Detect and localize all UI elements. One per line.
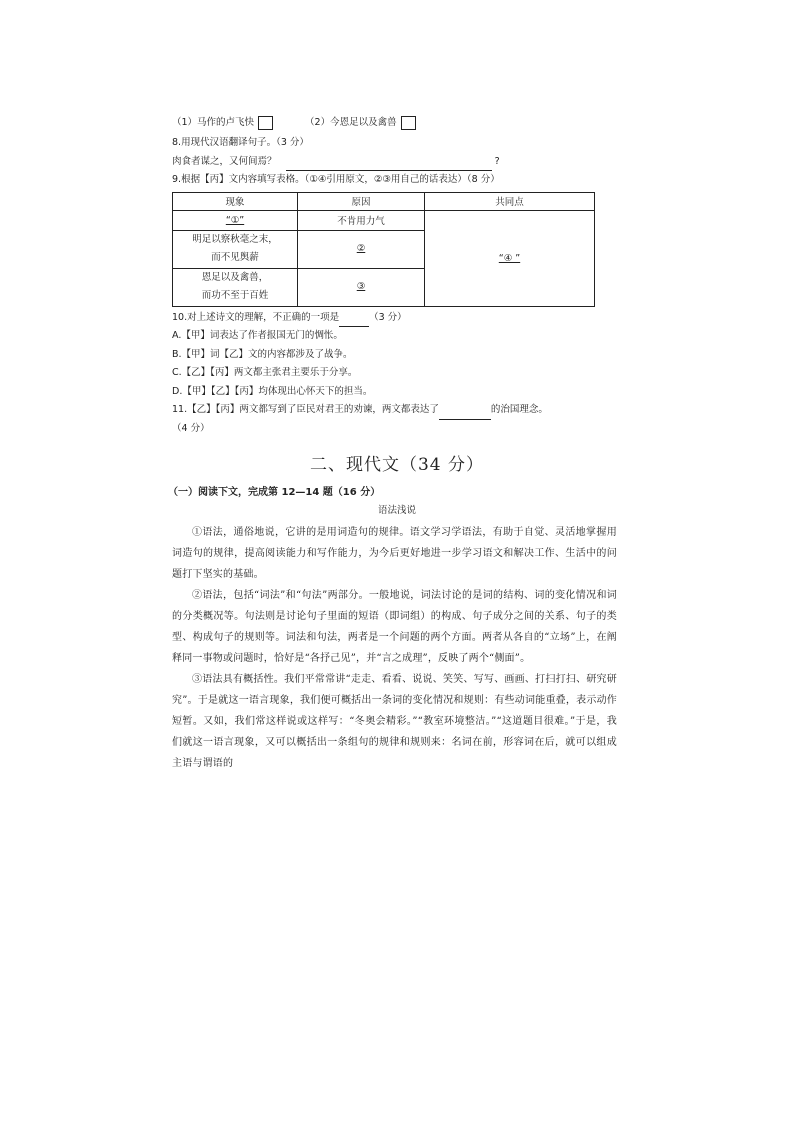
q9-cell-reason-1: 不肯用力气 [298, 210, 425, 230]
q9-header-reason: 原因 [298, 192, 425, 210]
q9-cell-reason-3[interactable] [298, 268, 425, 306]
article-paragraph-3: ③语法具有概括性。我们平常常讲“走走、看看、说说、笑笑、写写、画画、打扫打扫、研究研究”。于是就这一语言现象，我们便可概括出一条词的变化情况和规则：有些动词能重叠，表示动作短暂。又如，我们常这样说或这样写：“冬奥会精彩。”“教室环境整洁。”“这道题目很难。”于是，我们就这一语言现象，又可以概括出一条组句的规律和规则来：名词在前，形容词在后，就可以组成主语与谓语的 [172, 674, 617, 769]
q9-header-common: 共同点 [425, 192, 595, 210]
q10-prompt-row [172, 309, 622, 328]
q10-option-b[interactable]: B.【甲】词【乙】文的内容都涉及了战争。 [172, 348, 353, 360]
q9-phenomenon-3-line2: 而功不至于百姓 [201, 290, 269, 301]
q9-header-phenomenon: 现象 [173, 192, 298, 210]
article-paragraph-1: ①语法，通俗地说，它讲的是用词造句的规律。语文学习学语法，有助于自觉、灵活地掌握用词造句的规律，提高阅读能力和写作能力，为今后更好地进一步学习语文和解决工作、生活中的问题打下坚实的基础。 [172, 527, 617, 580]
q9-phenomenon-2-line1: 明足以察秋毫之末， [192, 234, 278, 245]
q9-phenomenon-2-line2: 而不见舆薪 [211, 252, 259, 263]
question-7-row [172, 112, 622, 134]
q7-item-2-text: （2）今恩足以及禽兽 [305, 116, 397, 128]
q10-answer-blank[interactable] [339, 314, 369, 327]
q8-sentence-row [172, 153, 622, 172]
q11-score: （4 分） [172, 422, 210, 434]
q9-prompt: 9.根据【丙】文内容填写表格。（①④引用原文，②③用自己的话表达）（8 分） [172, 174, 500, 185]
q7-answer-box-2[interactable] [401, 116, 416, 130]
q9-cell-common[interactable] [425, 210, 595, 306]
q8-sentence: 肉食者谋之，又何间焉？ [172, 155, 277, 167]
section-2-part-1-heading: （一）阅读下文，完成第 12—14 题（16 分） [168, 487, 381, 498]
section-2-title: 二、现代文（34 分） [309, 455, 485, 475]
q11-row [172, 401, 622, 420]
q8-end-mark: ? [494, 155, 500, 167]
q9-blank-3: ③ [356, 281, 366, 292]
article-paragraph-2: ②语法，包括“词法”和“句法”两部分。一般地说，词法讨论的是词的结构、词的变化情况和词的分类概况等。句法则是讨论句子里面的短语（即词组）的构成、句子成分之间的关系、句子的类型、构成句子的规则等。词法和句法，两者是一个问题的两个方面。两者从各自的“立场”上，在阐释同一事物或问题时，恰好是“各抒己见”，并“言之成理”，反映了两个“侧面”。 [172, 590, 617, 664]
q9-blank-2: ② [356, 243, 366, 254]
q10-option-c[interactable]: C.【乙】【丙】两文都主张君主要乐于分享。 [172, 367, 358, 378]
q9-cell-phenomenon-1[interactable] [173, 210, 298, 230]
q9-blank-4: “④ ” [498, 252, 521, 264]
q9-phenomenon-3-line1: 恩足以及禽兽， [201, 272, 269, 283]
q9-blank-1: “①” [225, 214, 245, 226]
q7-answer-box-1[interactable] [258, 116, 273, 130]
q7-item-1 [172, 114, 273, 133]
q8-answer-blank[interactable] [286, 158, 492, 171]
q10-score: （3 分） [369, 311, 407, 323]
q10-option-a[interactable]: A.【甲】词表达了作者报国无门的惆怅。 [172, 330, 343, 341]
q9-cell-phenomenon-2 [173, 230, 298, 268]
q9-cell-reason-2[interactable] [298, 230, 425, 268]
article-title: 语法浅说 [377, 505, 416, 516]
q9-table [172, 192, 595, 307]
exam-page [168, 112, 622, 774]
q11-prompt: 11.【乙】【丙】两文都写到了臣民对君王的劝谏，两文都表达了 [172, 404, 439, 415]
q10-prompt: 10.对上述诗文的理解，不正确的一项是 [172, 311, 340, 323]
q8-prompt: 8.用现代汉语翻译句子。（3 分） [172, 137, 309, 148]
q7-item-1-text: （1）马作的卢飞快 [172, 116, 255, 128]
q10-option-d[interactable]: D.【甲】【乙】【丙】均体现出心怀天下的担当。 [172, 385, 373, 397]
q7-item-2 [305, 114, 416, 133]
q9-cell-phenomenon-3 [173, 268, 298, 306]
q11-tail: 的治国理念。 [490, 404, 548, 415]
q11-answer-blank[interactable] [439, 407, 491, 420]
